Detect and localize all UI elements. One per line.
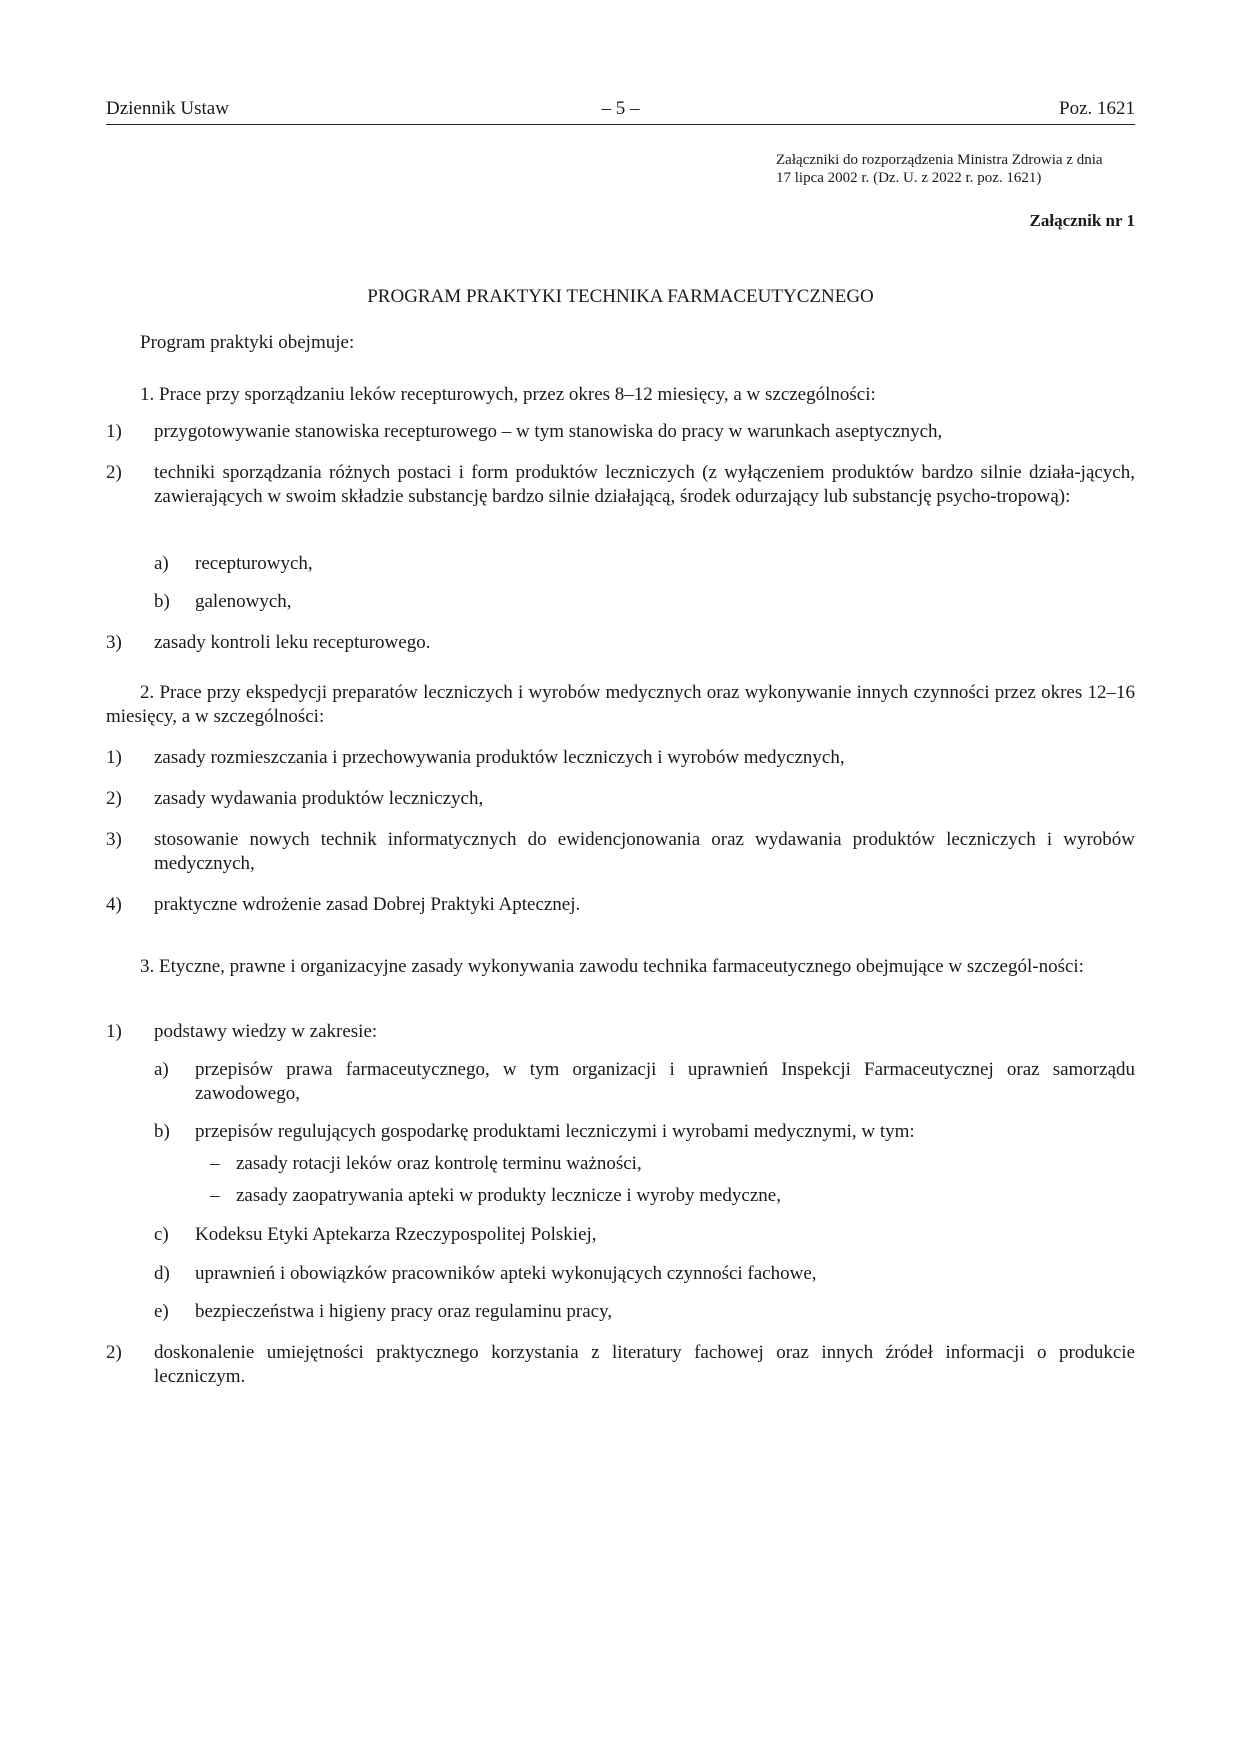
section-2-heading: 2. Prace przy ekspedycji preparatów leczniczych i wyrobów medycznych oraz wykonywanie innych czynności przez okres 12–16 miesięcy, a w szczególności:: [106, 682, 1135, 727]
sub-item-letter: b): [154, 591, 170, 612]
item-text: przygotowywanie stanowiska recepturowego – w tym stanowiska do pracy w warunkach aseptycznych,: [154, 421, 943, 442]
item-number: 2): [106, 788, 122, 809]
sub-item-text: galenowych,: [195, 591, 292, 612]
dash-bullet: –: [210, 1153, 220, 1174]
sub-item-text: bezpieczeństwa i higieny pracy oraz regulaminu pracy,: [195, 1301, 613, 1322]
sub-item-letter: b): [154, 1121, 170, 1142]
item-number: 4): [106, 894, 122, 915]
sub-item-letter: e): [154, 1301, 169, 1322]
item-number: 2): [106, 462, 122, 483]
attachment-label: Załącznik nr 1: [1029, 211, 1135, 230]
sub-item-text: przepisów regulujących gospodarkę produktami leczniczymi i wyrobami medycznymi, w tym:: [195, 1121, 915, 1142]
attachment-note: [776, 151, 1136, 187]
item-text: praktyczne wdrożenie zasad Dobrej Praktyki Aptecznej.: [154, 894, 581, 915]
sub-item-letter: c): [154, 1224, 169, 1245]
item-number: 1): [106, 747, 122, 768]
sub-item-text: przepisów prawa farmaceutycznego, w tym organizacji i uprawnień Inspekcji Farmaceutycznej oraz samorządu zawodowego,: [195, 1059, 1135, 1104]
item-number: 1): [106, 1021, 122, 1042]
attachment-note-line: 17 lipca 2002 r. (Dz. U. z 2022 r. poz. 1621): [776, 170, 1042, 186]
item-text: zasady wydawania produktów leczniczych,: [154, 788, 484, 809]
dash-item-text: zasady zaopatrywania apteki w produkty lecznicze i wyroby medyczne,: [236, 1185, 781, 1206]
sub-item-text: recepturowych,: [195, 553, 313, 574]
item-text: doskonalenie umiejętności praktycznego korzystania z literatury fachowej oraz innych źródeł informacji o produkcie leczniczym.: [154, 1342, 1135, 1387]
sub-item-text: Kodeksu Etyki Aptekarza Rzeczypospolitej Polskiej,: [195, 1224, 597, 1245]
sub-item-letter: d): [154, 1263, 170, 1284]
dash-bullet: –: [210, 1185, 220, 1206]
document-title: PROGRAM PRAKTYKI TECHNIKA FARMACEUTYCZNEGO: [367, 286, 874, 307]
dash-item-text: zasady rotacji leków oraz kontrolę terminu ważności,: [236, 1153, 642, 1174]
page-header: [106, 98, 1135, 125]
item-number: 3): [106, 829, 122, 850]
position-number: Poz. 1621: [1059, 98, 1135, 119]
sub-item-letter: a): [154, 553, 169, 574]
item-number: 1): [106, 421, 122, 442]
sub-item-text: uprawnień i obowiązków pracowników apteki wykonujących czynności fachowe,: [195, 1263, 817, 1284]
attachment-note-line: Załączniki do rozporządzenia Ministra Zdrowia z dnia: [776, 152, 1103, 168]
section-3-heading: 3. Etyczne, prawne i organizacyjne zasady wykonywania zawodu technika farmaceutycznego obejmujące w szczegól-ności:: [140, 956, 1084, 977]
item-text: zasady rozmieszczania i przechowywania produktów leczniczych i wyrobów medycznych,: [154, 747, 845, 768]
page-number: – 5 –: [601, 98, 640, 119]
item-text: stosowanie nowych technik informatycznych do ewidencjonowania oraz wydawania produktów leczniczych i wyrobów medycznych,: [154, 829, 1135, 874]
item-number: 2): [106, 1342, 122, 1363]
intro-text: Program praktyki obejmuje:: [140, 332, 355, 353]
journal-name: Dziennik Ustaw: [106, 98, 229, 119]
section-1-heading: 1. Prace przy sporządzaniu leków recepturowych, przez okres 8–12 miesięcy, a w szczególności:: [140, 384, 876, 405]
item-number: 3): [106, 632, 122, 653]
sub-item-letter: a): [154, 1059, 169, 1080]
item-text: techniki sporządzania różnych postaci i form produktów leczniczych (z wyłączeniem produktów bardzo silnie działa-jących, zawierających w swoim składzie substancję bardzo silnie działającą, środek odurzający lub substancję psycho-tropową):: [154, 462, 1135, 507]
item-text: zasady kontroli leku recepturowego.: [154, 632, 431, 653]
item-text: podstawy wiedzy w zakresie:: [154, 1021, 378, 1042]
